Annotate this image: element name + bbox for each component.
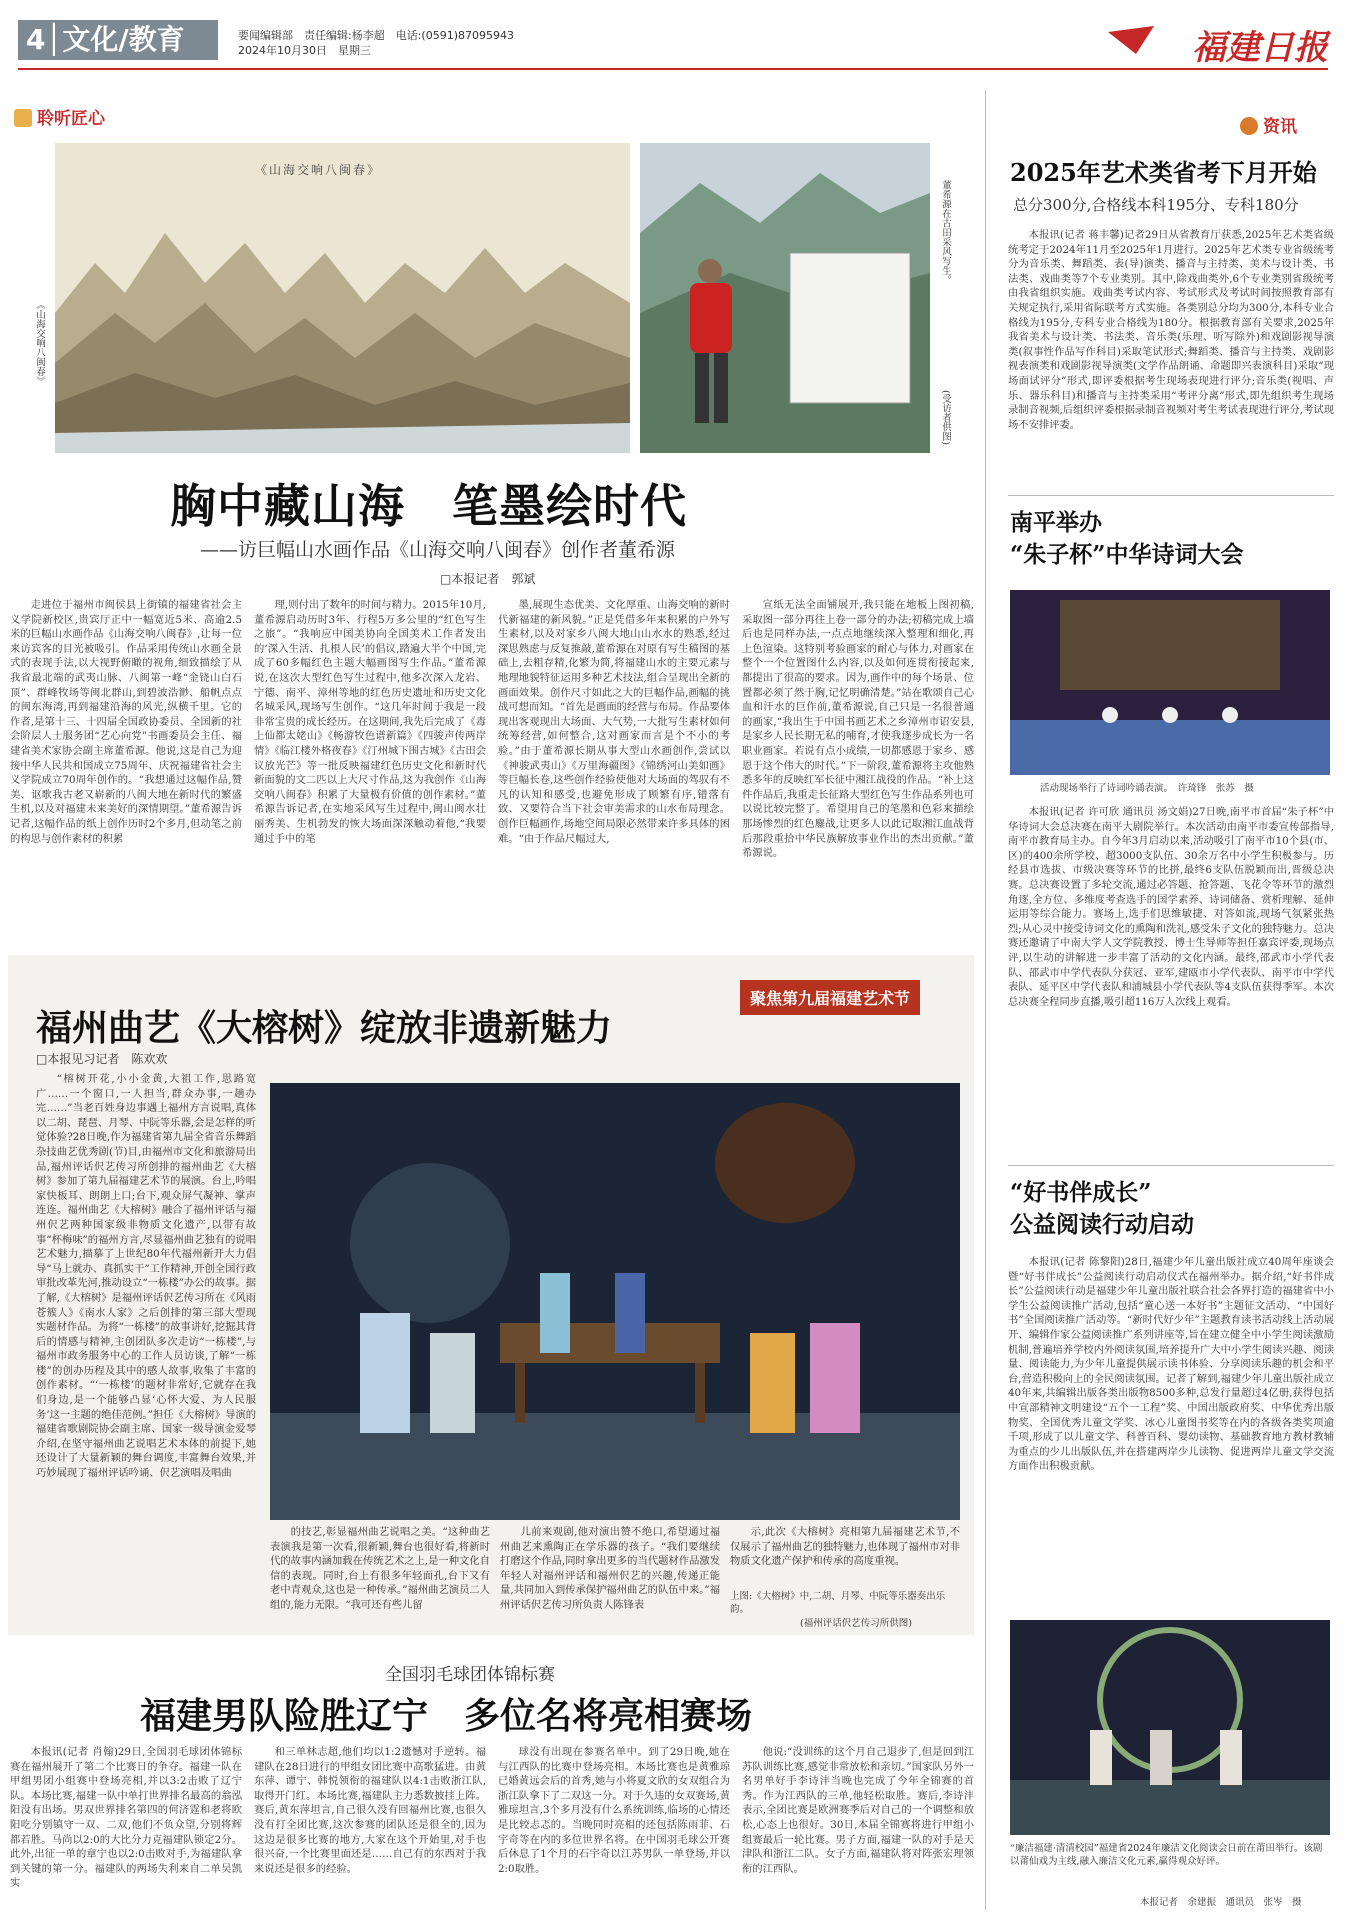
feature-column-3: 儿前来观剧,他对演出赞不绝口,希望通过福州曲艺来熏陶正在学乐器的孩子。“我们要继续打磨这个作品,同时拿出更多的当代题材作品激发年轻人对福州评话和福州伬艺的兴趣,传递正能量,共同加入到传承保护福州曲艺的队伍中来。”福州评话伬艺传习所负责人陈锋表 [500, 1526, 720, 1611]
news1-title: 2025年艺术类省考下月开始 [1010, 158, 1317, 187]
poetry-event-photo [1010, 590, 1330, 775]
artist-photo-scene [640, 143, 930, 453]
sports-column-3: 球没有出现在参赛名单中。到了29日晚,她在与江西队的比赛中登场亮相。本场比赛也是黄雅琼已婚黄远会后的首秀,她与小将夏文欣的女双组合为浙江队拿下了二双这一分。对于久违的女双赛场,黄雅琼坦言,3个多月没有什么系统训练,临场的心情还是比较忐忑的。当晚同时亮相的还包括陈雨菲、石宇奇等在内的多位世界名将。在中国羽毛球公开赛后休息了1个月的石宇奇以江苏男队一单登场,并以2:0取胜。 [498, 1746, 730, 1875]
main-column-3: 墨,展现生态优美、文化厚重、山海交响的新时代新福建的新风貌。”正是凭借多年来积累的户外写生素材,以及对家乡八闽大地山山水水的熟悉,经过深思熟虑与反复推敲,董希源在对原有写生稿图的基础上,去粗存精,化繁为简,将福建山水的主要元素与地理地貌特征运用多种艺术技法,组合呈现出全新的画面效果。创作尺寸如此之大的巨幅作品,画幅的挑战可想而知。“首先是画面的经营与布局。作品要体现出客观现出大场面、大气势,一大批写生素材如何统筹经营,如何整合,这对画家而言是个不小的考验。”由于董希源长期从事大型山水画创作,尝试以《神骏武夷山》《万里海疆图》《锦绣河山美如画》等巨幅长卷,这些创作经验使他对大场面的驾驭有不凡的认知和感受,也避免形成了顾繁有序,错落有致、又要符合当下社会审美需求的山水布局理念。创作巨幅画作,场地空间局限必然带来许多具体的困难。“由于作品尺幅过大, [498, 599, 730, 845]
sidebar-divider-2 [1008, 1165, 1334, 1166]
sports-column-4: 他说:“没训练的这个月自己退步了,但是回到江苏队训练比赛,感觉非常放松和亲切。”国家队另外一名男单好手李诗沣当晚也完成了今年全锦赛的首秀。作为江西队的三单,他轻松取胜。赛后,李诗沣表示,全团比赛是欧洲赛季后对自己的一个调整和放松,心态上也很好。30日,本届全锦赛将进行甲组小组赛最后一轮比赛。男子方面,福建一队的对手是天津队和浙江二队。女子方面,福建队将对阵张宏理领衔的江西队。 [742, 1746, 974, 1875]
feature-photo-caption: 上图:《大榕树》中,二胡、月琴、中阮等乐器奏出乐韵。 [730, 1591, 946, 1615]
opera-stage-scene [1010, 1620, 1330, 1835]
sports-headline: 福建男队险胜辽宁 多位名将亮相赛场 [140, 1695, 753, 1737]
feature-photo-credit: (福州评话伬艺传习所供图) [800, 1618, 912, 1629]
feature-tag: 聚焦第九届福建艺术节 [740, 980, 920, 1015]
main-column-4: 宣纸无法全面铺展开,我只能在地板上图初稿,采取图一部分再往上卷一部分的办法;初稿完成上墙后也是同样办法,一点点地继续深入整理和细化,再上色渲染。这特别考验画家的耐心与体力,对画家在整个一个位置图什么内容,以及如何连贯衔接起来,都提出了很高的要求。因为,画作中的每个场景、位置都必须了然于胸,记忆明确清楚。”站在歌颂自己心血和汗水的巨作前,董希源说,自己只是一名很普通的画家,“我出生于中国书画艺术之乡漳州市诏安县,是家乡人民长期无私的哺育,才使我逐步成长为一名职业画家。若说有点小成绩,一切都感恩于家乡、感恩于这个伟大的时代。”下一阶段,董希源将主攻他熟悉多年的反映红军长征中湘江战役的作品。“补上这件作品后,我重走长征路大型红色写生作品系列也可以说比较完整了。希望用自己的笔墨和色彩来描绘那场惨烈的红色鏖战,让更多人以此记取湘江血战背后那段重拾中华民族解放事业作出的杰出贡献。”董希源说。 [742, 599, 974, 860]
main-subtitle: ——访巨幅山水画作品《山海交响八闽春》创作者董希源 [200, 539, 676, 561]
main-headline: 胸中藏山海 笔墨绘时代 [170, 479, 687, 533]
news3-body: 本报讯(记者 陈黎阳)28日,福建少年儿童出版社成立40周年座谈会暨“好书伴成长”公益阅读行动启动仪式在福州举办。据介绍,“好书伴成长”公益阅读行动是福建少年儿童出版社联合社会各界打造的福建省中小学生公益阅读推广活动,包括“童心送一本好书”主题征文活动、“中国好书”全国阅读推广活动等。“新时代好少年”主题教育读书活动线上活动展开、编辑作家公益阅读推广系列讲座等,旨在建立健全中小学生阅读激励机制,普遍培养学校内外阅读氛围,培养提升广大中小学生阅读兴趣、阅读量、阅读能力,为少年儿童提供展示读书体验、分享阅读乐趣的机会和平台,营造积极向上的全民阅读氛围。记者了解到,福建少年儿童出版社成立40年来,共编辑出版各类出版物8500多种,总发行量超过4亿册,获得包括中宣部精神文明建设“五个一工程”奖、中国出版政府奖、中华优秀出版物奖、全国优秀儿童文学奖、冰心儿童图书奖等在内的各级各类奖项逾千项,形成了以儿童文学、科普百科、婴幼读物、基础教育地方教材教辅为重点的少儿出版队伍,并在搭建两岸少儿读物、促进两岸儿童文学交流方面作出积极贡献。 [1008, 1256, 1334, 1473]
section-name: 文化/教育 [62, 23, 185, 56]
feature-column-4: 示,此次《大榕树》亮相第九届福建艺术节,不仅展示了福州曲艺的独特魅力,也体现了福州市对非物质文化遗产保护和传承的高度重视。 [730, 1526, 960, 1568]
news1-subtitle: 总分300分,合格线本科195分、专科180分 [1013, 196, 1299, 214]
bottom-credit: 本报记者 余建振 通讯员 张岑 摄 [1140, 1897, 1302, 1908]
feature-headline: 福州曲艺《大榕树》绽放非遗新魅力 [36, 1007, 613, 1049]
page-number: 4 [26, 23, 46, 56]
news2-title-2: “朱子杯”中华诗词大会 [1010, 541, 1244, 568]
news2-body: 本报讯(记者 许可欣 通讯员 汤文娟)27日晚,南平市首届“朱子杯”中华诗词大会总决赛在南平大剧院举行。本次活动由南平市委宣传部指导,南平市教育局主办。自今年3月启动以来,活动吸引了南平市10个县(市、区)的400余所学校、超3000支队伍、30余万名中小学生积极参与。历经县市选拔、市级决赛等环节的比拼,最终6支队伍脱颖而出,晋级总决赛。总决赛设置了多轮交流,通过必答题、抢答题、飞花令等环节的激烈角逐,全方位、多维度考查选手的国学素养、诗词储备、赏析理解、延伸运用等综合能力。赛场上,选手们思维敏捷、对答如流,现场气氛紧张热烈;从心灵中接受诗词文化的熏陶和洗礼,感受朱子文化的独特魅力。总决赛还邀请了中南大学人文学院教授、博士生导师等担任嘉宾评委,现场点评,以生动的讲解进一步丰富了活动的文化内涵。最终,邵武市小学代表队、邵武市中学代表队分获冠、亚军,建瓯市小学代表队、南平市中学代表队、延平区中学代表队和浦城县小学代表队等4支队伍获得季军。本次总决赛全程同步直播,吸引超116万人次线上观看。 [1008, 806, 1334, 1008]
column-tag-left: 聆听匠心 [14, 104, 105, 129]
poetry-stage-scene [1010, 590, 1330, 775]
main-byline: □本报记者 郭斌 [440, 572, 536, 586]
brush-icon [14, 109, 32, 127]
feature-column-2: 的技艺,彰显福州曲艺说唱之美。“这种曲艺表演我是第一次看,很新颖,舞台也很好看,将新时代的故事内涵加载在传统艺术之上,是一种文化自信的表现。同时,台上有很多年轻面孔,台下又有老中青观众,这也是一种传承。”福州曲艺演员二人组的,能力无限。“我可还有些儿留 [270, 1526, 490, 1611]
sports-column-1: 本报讯(记者 肖翰)29日,全国羽毛球团体锦标赛在福州展开了第二个比赛日的争夺。福建一队在甲组男团小组赛中登场亮相,并以3:2击败了辽宁队。本场比赛,福建一队中单打世界排名最高的翁泓阳没有出场。男双世界排名第四的何济霆和老将欧阳吃分别镇守一双、二双,他们不负众望,分别将辉都若胜。马尚以2:0的大比分力克福建队锁定2分。此外,出征一单的章宁也以2:0击败对手,为福建队拿到关键的第一分。福建队的两场失利来自二单吴凯实 [10, 1746, 242, 1890]
news3-title-2: 公益阅读行动启动 [1010, 1211, 1194, 1238]
photo-caption: 董希源在古田采风写生。 [940, 180, 951, 285]
photo-credit: (受访者供图) [940, 390, 951, 445]
newspaper-logo: 福建日报 [1192, 28, 1328, 68]
bottom-caption: “廉洁福建·清清校园”福建省2024年廉洁文化阅读会日前在莆田举行。该剧以莆仙戏为主线,融入廉洁文化元素,赢得观众好评。 [1010, 1843, 1323, 1867]
sidebar-divider [1008, 495, 1334, 496]
info-icon [1240, 117, 1258, 135]
news2-caption: 活动现场举行了诗词吟诵表演。 许琦锋 张苏 摄 [1040, 783, 1254, 794]
page-section-banner: 4│文化/教育 [18, 20, 218, 60]
header-rule [18, 68, 1328, 70]
date-line: 2024年10月30日 星期三 [238, 44, 371, 57]
column-divider [985, 90, 986, 1910]
stage-scene [270, 1083, 960, 1520]
artist-photo [640, 143, 930, 453]
feature-column-1: “榕树开花,小小金黄,大祖工作,思路宽广……一个窗口,一人担当,群众办事,一趟办完……”当老百姓身边事遇上福州方言说唱,真体以二胡、琵琶、月琴、中阮等乐器,会是怎样的听觉体验?28日晚,作为福建省第九届全省音乐舞蹈杂技曲艺优秀剧(节)目,由福州市文化和旅游局出品,福州评话伬艺传习所创排的福州曲艺《大榕树》参加了第九届福建艺术节的展演。台上,吟唱家快板耳、朗朗上口;台下,观众屏气凝神、掌声连连。福州曲艺《大榕树》融合了福州评话与福州伬艺两种国家级非物质文化遗产,以带有故事“杯梅味”的福州方言,尽显福州曲艺独有的说唱艺术魅力,描摹了上世纪80年代福州新开大力倡导“马上就办、真抓实干”工作精神,开创全国行政审批改革先河,推动设立“一栋楼”办公的故事。据了解,《大榕树》是福州评话伬艺传习所在《风雨苍簇人》《南水人家》之后创排的第三部大型现实题材作品。为将“一栋楼”的故事讲好,挖掘其背后的情感与精神,主创团队多次走访“一栋楼”,与福州市政务服务中心的工作人员访谈,了解“一栋楼”的创办历程及其中的感人故事,收集了丰富的创作素材。“‘一栋楼’的题材非常好,它就存在我们身边,是一个能够凸显‘心怀大爱、为人民服务’这一主题的绝佳范例。”担任《大榕树》导演的福建省歌剧院协会副主席、国家一级导演金爱琴介绍,在坚守福州曲艺说唱艺术本体的前提下,她还设计了大量新颖的舞台调度,丰富舞台效果,并巧妙展现了福州评话吟诵、伬艺演唱及唱曲 [36, 1073, 256, 1480]
main-column-2: 理,则付出了数年的时间与精力。2015年10月,董希源启动历时3年、行程5万多公里的“红色写生之旅”。“我响应中国美协向全国美术工作者发出的‘深入生活、扎根人民’的倡议,踏遍大半个中国,完成了60多幅红色主题大幅画图写生作品。”董希源说,在这次大型红色写生过程中,他多次深入龙岩、宁德、南平、漳州等地的红色历史遗址和历史文化名城采风,现场写生创作。“这几年时间于我是一段非常宝贵的成长经历。在这期间,我先后完成了《毒上仙都太姥山》《畅游牧色谱新篇》《四骏声传两岸情》《临江楼外格夜春》《汀州城下围古城》《古田会议放光芒》等一批反映福建红色历史文化和新时代新面貌的文二匹以上大尺寸作品,这为我创作《山海交响八闽春》积累了大量极有价值的创作素材。”董希源告诉记者,在实地采风写生过程中,闽山闽水壮丽秀美、生机勃发的恢大场面深深触动着他,“我要通过手中的笔 [254, 599, 486, 845]
news1-body: 本报讯(记者 蒋丰馨)记者29日从省教育厅获悉,2025年艺术类省级统考定于2024年11月至2025年1月进行。2025年艺术类专业省级统考分为音乐类、舞蹈类、表(导)演类、播音与主持类、美术与设计类、书法类、戏曲类等7个专业类别。其中,除戏曲类外,6个专业类别省级统考由我省组织实施。戏曲类考试内容、考试形式及考试时间按照教育部有关规定执行,采用省际联考方式实施。各类别总分均为300分,本科专业合格线为195分,专科专业合格线为180分。根据教育部有关要求,2025年我省美术与设计类、书法类、音乐类(乐理、听写除外)和戏剧影视导演类(叙事性作品写作科目)采取笔试形式;舞蹈类、播音与主持类、戏剧影视表演类和戏剧影视导演类(文学作品朗诵、命题即兴表演科目)采取“现场面试评分”形式,即评委根据考生现场表现进行评分;音乐类(视唱、声乐、器乐科目)和播音与主持类采用“考评分离”形式,即先组织考生现场录制音视频,后组织评委根据录制音视频对考生考试表现进行评分,考试现场不安排评委。 [1008, 229, 1334, 431]
painting-caption: 《山海交响八闽春》 [34, 300, 45, 386]
stage-photo [270, 1083, 960, 1520]
news3-title-1: “好书伴成长” [1010, 1179, 1152, 1206]
main-column-1: 走进位于福州市闽侯县上街镇的福建省社会主义学院新校区,贵宾厅正中一幅宽近5米、高逾2.5米的巨幅山水画作品《山海交响八闽春》,让每一位来访宾客的目光被吸引。作品采用传统山水画全景式的表现手法,以大视野俯瞰的视角,细致描绘了从我省最北端的武夷山脉、八闽第一峰“金铙山白石顶”、群峰牧场等闽北群山,到碧波浩渺、船帆点点的闽东海湾,再到福建沿海的风光,纵横千里。它的作者,是第十三、十四届全国政协委员、全国新的社会阶层人士服务团“艺心向党”书画委员会主任、福建省美术家协会副主席董希源。他说,这是自己为迎接中华人民共和国成立75周年、庆祝福建省社会主义学院成立70周年创作的。“我想通过这幅作品,赞美、讴歌我古老又崭新的八闽大地在新时代的繁盛生机,以及对福建未来美好的深情期望。”董希源告诉记者,这幅作品的纸上创作历时2个多月,但动笔之前的构思与创作素材的积累 [10, 599, 242, 845]
landscape-painting [55, 143, 630, 453]
feature-byline: □本报见习记者 陈欢欢 [36, 1052, 168, 1066]
sports-kicker: 全国羽毛球团体锦标赛 [385, 1665, 555, 1685]
editors-line: 要闻编辑部 责任编辑:杨李超 电话:(0591)87095943 [238, 29, 514, 42]
sports-column-2: 和三单林志超,他们均以1:2遗憾对手逆转。福建队在28日进行的甲组女团比赛中高歌猛进。由黄东萍、谭宁、韩悦领衔的福建队以4:1击败浙江队,取得开门红。本场比赛,福建队主力悉数披挂上阵。赛后,黄东萍坦言,自己很久没有回福州比赛,也很久没有打全团比赛,这次参赛的团队还是很全的,因为这边是很多比赛的地方,大家在这个开始里,对手也很兴奋,一个比赛里面还是……自己有的东西对于我来说还是很多的经验。 [254, 1746, 486, 1875]
painting-image [55, 143, 630, 453]
news2-title-1: 南平举办 [1010, 509, 1102, 536]
column-tag-right: 资讯 [1240, 112, 1297, 137]
opera-photo [1010, 1620, 1330, 1835]
editor-info [238, 28, 514, 58]
painting-inscription: 《山海交响八闽春》 [255, 163, 382, 177]
newspaper-logo-mark [1106, 24, 1156, 56]
